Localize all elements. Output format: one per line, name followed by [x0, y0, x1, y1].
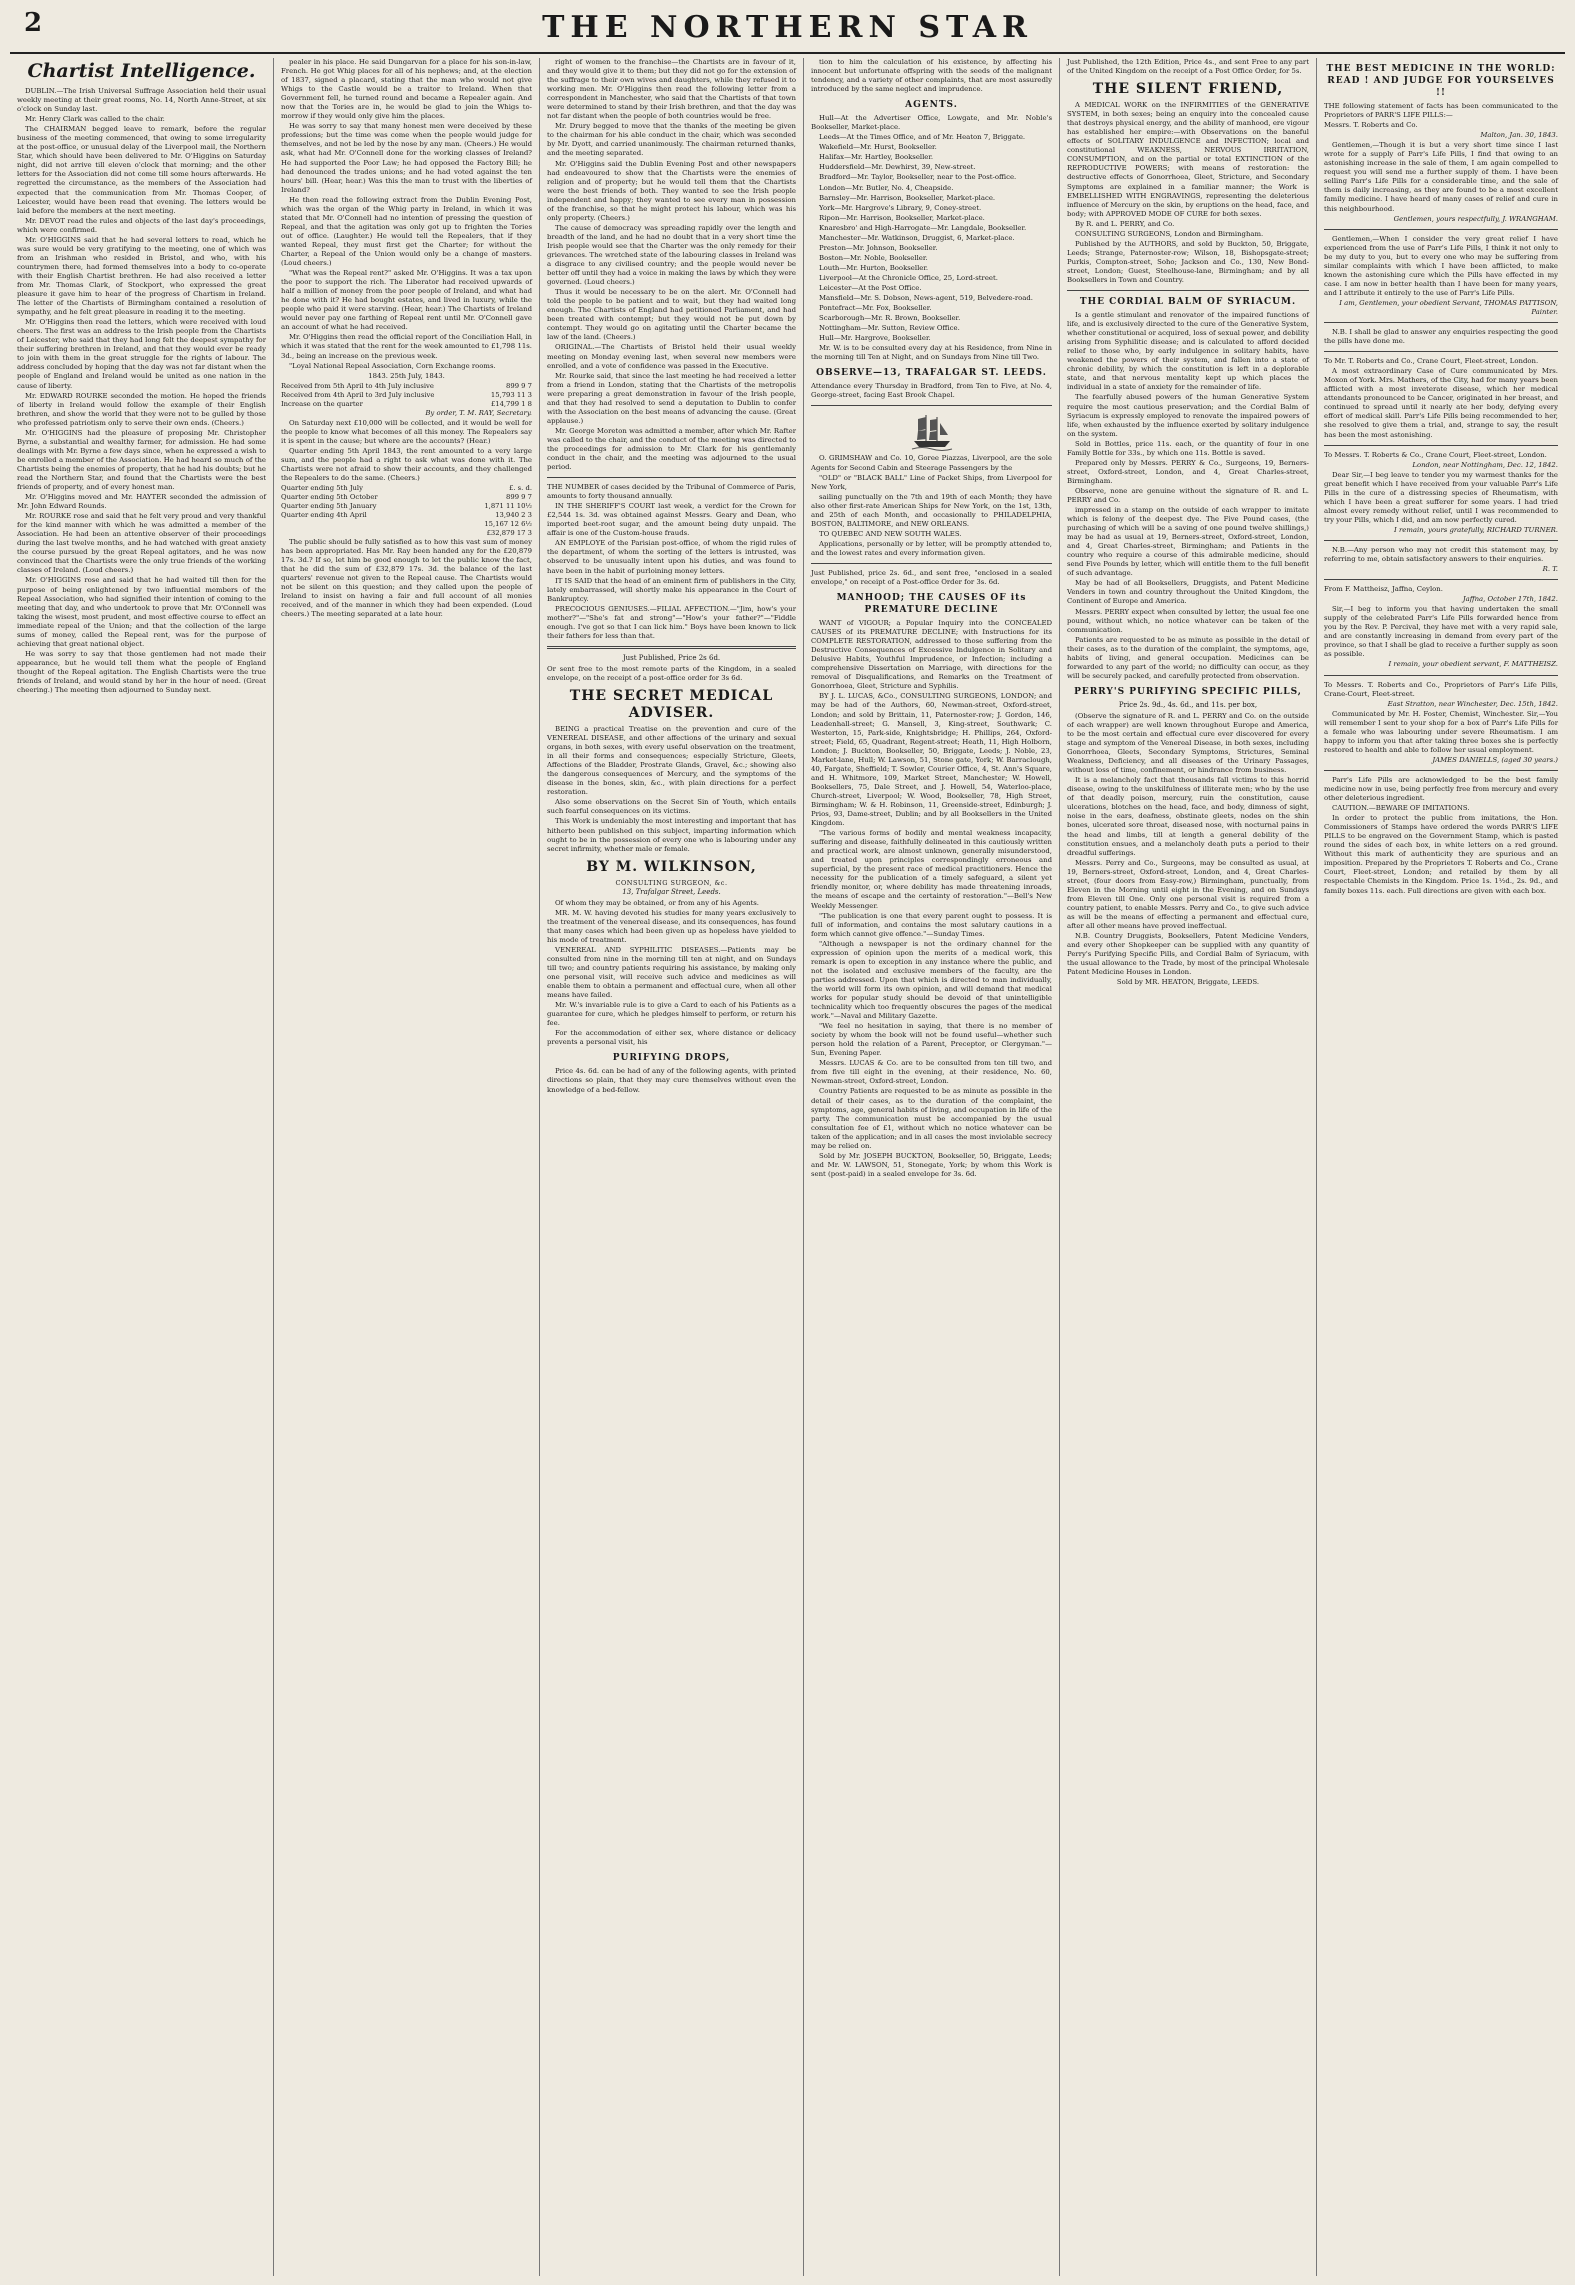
row-amount: 899 9 7	[506, 493, 532, 502]
row-label	[281, 520, 449, 529]
paragraph: For the accommodation of either sex, where distance or delicacy prevents a personal visit, his	[547, 1029, 796, 1047]
paragraph: (Observe the signature of R. and L. PERRY and Co. on the outside of each wrapper) are well known throughout Europe and America, to be the most certain and effectual cure ever discovered for every stage and symptom of the Venereal Disease, in both sexes, including Gonorrhoea, Gleets, Secondary Symptoms, Strictures, Seminal Weakness, Deficiency, and all diseases of the Urinary Passages, without loss of time, confinement, or hindrance from business.	[1067, 711, 1309, 775]
paragraph: "The various forms of bodily and mental weakness incapacity, suffering and disease, faithfully delineated in this cautiously written and practical work, are almost unknown, generally misunderstood, and treated upon principles correspondingly erroneous and superficial, by the present race of medical practitioners. Hence the necessity for the publication of a timely safeguard, a silent yet friendly monitor, or, where debility has made threatening inroads, the means of escape and the certainty of restoration."—Bell's New Weekly Messenger.	[811, 829, 1052, 910]
paragraph: O. GRIMSHAW and Co. 10, Goree Piazzas, Liverpool, are the sole Agents for Second Cabin and Steerage Passengers by the	[811, 454, 1052, 472]
divider	[1324, 351, 1558, 352]
paragraph: Country Patients are requested to be as minute as possible in the detail of their cases, as to the duration of the complaint, the symptoms, age, general habits of living, and occupation in life of the party. The communication must be accompanied by the usual consultation fee of £1, without which no notice whatever can be taken of the application; and in all cases the most inviolable secrecy may be relied on.	[811, 1087, 1052, 1150]
paragraph: Mansfield—Mr. S. Dobson, News-agent, 519, Belvedere-road.	[819, 294, 1033, 303]
row-amount: 899 9 7	[506, 381, 532, 390]
section-title: Chartist Intelligence.	[27, 60, 256, 82]
row-label: Increase on the quarter	[281, 399, 363, 408]
row-amount: 15,793 11 3	[490, 390, 532, 399]
newspaper-title: THE NORTHERN STAR	[542, 10, 1033, 45]
table-row	[281, 391, 532, 400]
ad-address: 13, Trafalgar Street, Leeds.	[622, 887, 721, 896]
divider	[811, 405, 1052, 406]
column-3	[539, 58, 803, 2276]
paragraph: Parr's Life Pills are acknowledged to be the best family medicine now in use, being perfectly free from mercury and every other deleterious ingredient.	[1324, 775, 1558, 803]
table-row	[281, 382, 532, 391]
ad-body	[547, 725, 796, 854]
letter-body: N.B.—Any person who may not credit this statement may, by referring to me, obtain satisfactory answers to their enquiries.	[1324, 545, 1558, 564]
row-amount: 1,871 11 10½	[484, 502, 532, 511]
col4-body	[811, 58, 1052, 94]
agents-title: AGENTS.	[905, 100, 958, 111]
table-row	[281, 520, 532, 529]
paragraph: "Although a newspaper is not the ordinary channel for the expression of opinion upon the merits of a medical work, this remark is open to exception in any instance where the public, and not the isolated and exclusive members of the faculty, are the parties addressed. Upon that which is directed to man individually, the world will form its own opinion, and will demand that medical works for popular study should be devoid of that unintelligible technicality which too frequently obscures the pages of the medical work."—Naval and Military Gazette.	[811, 939, 1052, 1021]
row-label: Quarter ending 5th October	[281, 493, 378, 502]
letter-recipient: To Messrs. T. Roberts & Co., Crane Court, Fleet-street, London.	[1324, 450, 1547, 459]
paragraph: Pontefract—Mr. Fox, Bookseller.	[819, 304, 932, 313]
divider	[1324, 229, 1558, 230]
paragraph: TO QUEBEC AND NEW SOUTH WALES.	[819, 529, 962, 538]
notice-title: THE NUMBER of cases decided by the Tribunal of Commerce of Paris, amounts to forty thousand annually.	[547, 483, 796, 501]
office-note: Attendance every Thursday in Bradford, from Ten to Five, at No. 4, George-street, facing East Brook Chapel.	[811, 382, 1052, 400]
paragraph: Mr. O'Higgins then read the official report of the Conciliation Hall, in which it was stated that the rent for the week amounted to £1,798 11s. 3d., being an increase on the previous week.	[281, 333, 532, 360]
paragraph: In order to protect the public from imitations, the Hon. Commissioners of Stamps have ordered the words PARR'S LIFE PILLS to be engraved on the Government Stamp, which is pasted round the sides of each box, in white letters on a red ground. Without this mark of authenticity they are spurious and an imposition. Prepared by the Proprietors T. Roberts and Co., Crane Court, Fleet-street, London; and retailed by them by all respectable Chemists in the Kingdom. Price 1s. 1½d., 2s. 9d., and family boxes 11s. each. Full directions are given with each box.	[1324, 814, 1558, 895]
paragraph: IN THE SHERIFF'S COURT last week, a verdict for the Crown for £2,544 1s. 3d. was obtained against Messrs. Geary and Dean, who imported beet-root sugar, and the amount being duty unpaid. The affair is one of the Custom-house frauds.	[547, 502, 796, 538]
paragraph: VENEREAL AND SYPHILITIC DISEASES.—Patients may be consulted from nine in the morning till ten at night, and on Sundays till two; and country patients requiring his assistance, by making only one personal visit, will receive such advice and medicines as will enable them to obtain a permanent and effectual cure, when all other means have failed.	[547, 945, 796, 1000]
paragraph: Louth—Mr. Hurton, Bookseller.	[819, 263, 929, 272]
paragraph: CAUTION.—BEWARE OF IMITATIONS.	[1332, 804, 1470, 813]
letter-body: Dear Sir,—I beg leave to tender you my warmest thanks for the great benefit which I have received from your valuable Parr's Life Pills in the cure of a distressing species of Rheumatism, with which I have been a great sufferer for some years. I had tried almost every remedy without relief, until I was recommended to try your Pills, which I did, and am now perfectly cured.	[1324, 470, 1558, 524]
paragraph: IT IS SAID that the head of an eminent firm of publishers in the City, lately embarrassed, will shortly make his appearance in the Court of Bankruptcy.	[547, 576, 796, 603]
best-medicine-intro: THE following statement of facts has been communicated to the Proprietors of PARR'S LIFE PILLS:—	[1324, 102, 1558, 120]
column-6	[1316, 58, 1565, 2276]
paragraph: DUBLIN.—The Irish Universal Suffrage Association held their usual weekly meeting at their great rooms, No. 14, North Anne-Street, at six o'clock on Sunday last.	[17, 87, 266, 114]
ad-note: Or sent free to the most remote parts of the Kingdom, in a sealed envelope, on the receipt of a post-office order for 3s 6d.	[547, 664, 796, 682]
paragraph: "The publication is one that every parent ought to possess. It is full of information, and contains the most salutary cautions in a form which cannot give offence."—Sunday Times.	[811, 911, 1052, 938]
paragraph: York—Mr. Hargrove's Library, 9, Coney-street.	[819, 203, 982, 212]
page-number: 2	[24, 8, 43, 38]
ad-footer-title: PURIFYING DROPS,	[612, 1053, 731, 1064]
closing-body	[1324, 776, 1558, 896]
letter-signature: R. T.	[1542, 565, 1558, 574]
paragraph: Sold in Bottles, price 11s. each, or the quantity of four in one Family Bottle for 33s., by which one 11s. Bottle is saved.	[1067, 439, 1309, 457]
paragraph: Boston—Mr. Noble, Bookseller.	[819, 253, 928, 262]
agents-list	[811, 114, 1052, 362]
paragraph: CONSULTING SURGEONS, London and Birmingham.	[1075, 229, 1264, 238]
paragraph: N.B. Country Druggists, Booksellers, Patent Medicine Venders, and every other Shopkeeper can be supplied with any quantity of Perry's Purifying Specific Pills, and Cordial Balm of Syriacum, with the usual allowance to the Trade, by most of the principal Wholesale Patent Medicine Houses in London.	[1067, 932, 1309, 977]
col5-footer: Sold by MR. HEATON, Briggate, LEEDS.	[1116, 978, 1260, 987]
quarter-table	[281, 484, 532, 538]
divider	[1324, 540, 1558, 541]
paragraph: Mr. O'Higgins moved and Mr. HAYTER seconded the admission of Mr. John Edward Rounds.	[17, 493, 266, 511]
table-row	[281, 502, 532, 511]
paragraph: right of women to the franchise—the Chartists are in favour of it, and they would give it to them; but they did not go for the extension of the suffrage to their own wives and daughters, while they refused it to working men. Mr. O'Higgins then read the following letter from a correspondent in Manchester, who said that the Chartists of that town were determined to stand by their Irish brethren, and that the day was not far distant when the people of both countries would be free.	[547, 58, 796, 121]
office-title: OBSERVE—13, TRAFALGAR ST. LEEDS.	[816, 368, 1047, 379]
letter-recipient: Messrs. T. Roberts and Co.	[1324, 121, 1418, 130]
paragraph: Published by the AUTHORS, and sold by Buckton, 50, Briggate, Leeds; Strange, Paternoster-row; Wilson, 18, Bishopsgate-street; Purkis, Compton-street, Soho; Jackson and Co., 130, New Bond-street, London; Guest, Steelhouse-lane, Birmingham; and by all Booksellers in Town and Country.	[1067, 239, 1309, 284]
paragraph: Halifax—Mr. Hartley, Bookseller.	[819, 153, 934, 162]
paragraph: "We feel no hesitation in saying, that there is no member of society by whom the book will not be found useful—whether such person hold the relation of a Parent, Preceptor, or Clergyman."—Sun, Evening Paper.	[811, 1022, 1052, 1058]
paragraph: Patients are requested to be as minute as possible in the detail of their cases, as to the duration of the complaint, the symptoms, age, habits of living, and general occupation. Medicines can be forwarded to any part of the world; no difficulty can occur, as they will be securely packed, and carefully protected from observation.	[1067, 635, 1309, 680]
testimonial-letter	[1324, 328, 1558, 352]
ad-name: BY M. WILKINSON,	[586, 858, 757, 875]
testimonial-letter	[1324, 121, 1558, 230]
book-title: MANHOOD; THE CAUSES OF its PREMATURE DECLINE	[836, 593, 1027, 616]
paragraph: sailing punctually on the 7th and 19th of each Month; they have also other first-rate American Ships for New York, on the 1st, 13th, and 25th of each Month, and occasionally to PHILADELPHIA, BOSTON, BALTIMORE, and NEW ORLEANS.	[811, 492, 1052, 528]
paragraph: BY J. L. LUCAS, &Co., CONSULTING SURGEONS, LONDON; and may be had of the Authors, 60, Newman-street, Oxford-street, London; and sold by Brittain, 11, Paternoster-row; J. Gordon, 146, Leadenhall-street; G. Mansell, 3, King-street, Southwark; C. Westerton, 15, Park-side, Knightsbridge; H. Phillips, 264, Oxford-street; Field, 65, Quadrant, Regent-street; Heath, 11, High Holborn, London; J. Buckton, Bookseller, 50, Briggate, Leeds; J. Noble, 23, Market-lane, Hull; W. Lawson, 51, Stone gate, York; W. Barraclough, 40, Fargate, Sheffield; T. Sowler, Courier Office, 4, St. Ann's Square, and H. Whitmore, 109, Market Street, Manchester; W. Howell, Booksellers, 75, Dale Street, and J. Howell, 54, Waterloo-place, Church-street, Liverpool; W. Wood, Bookseller, 78, High Street, Birmingham; W. & H. Robinson, 11, Greenside-street, Edinburgh; J. Prios, 93, Dame-street, Dublin; and by all Booksellers in the United Kingdom.	[811, 692, 1052, 828]
paragraph: Applications, personally or by letter, will be promptly attended to, and the lowest rates and every information given.	[811, 539, 1052, 557]
letter-body: N.B. I shall be glad to answer any enquiries respecting the good the pills have done me.	[1324, 328, 1558, 346]
paragraph: Sold by Mr. JOSEPH BUCKTON, Bookseller, 50, Briggate, Leeds; and Mr. W. LAWSON, 51, Stonegate, York; by whom this Work is sent (post-paid) in a sealed envelope for 3s. 6d.	[811, 1151, 1052, 1178]
paragraph: Wakefield—Mr. Hurst, Bookseller.	[819, 143, 937, 152]
paragraph: Quarter ending 5th April 1843, the rent amounted to a very large sum, and the people had a right to ask what was done with it. The Chartists were not afraid to show their accounts, and they challenged the Repealers to do the same. (Cheers.)	[281, 446, 532, 482]
paragraph: The public should be fully satisfied as to how this vast sum of money has been appropriated. Has Mr. Ray been handed any for the £20,879 17s. 3d.? If so, let him be good enough to let the public know the fact, that he did the sum of £32,879 17s. 3d. the balance of the last quarters' revenue not given to the Repeal cause. The Chartists would not be silent on this question; and they called upon the people of Ireland to insist on having a fair and full account of all monies received, and of the manner in which they had been expended. (Loud cheers.) The meeting separated at a late hour.	[281, 538, 532, 619]
silent-friend-intro: Just Published, the 12th Edition, Price 4s., and sent Free to any part of the United Kingdom on the receipt of a Post Office Order, for 5s.	[1067, 58, 1309, 76]
notices	[547, 502, 796, 641]
row-label: Received from 4th April to 3rd July inclusive	[281, 390, 435, 399]
row-label: Received from 5th April to 4th July inclusive	[281, 381, 434, 390]
col2-body-3	[281, 538, 532, 619]
letter-place-date: East Stratton, near Winchester, Dec. 15th, 1842.	[1387, 699, 1558, 708]
paragraph: AN EMPLOYE of the Parisian post-office, of whom the rigid rules of the department, of whom the sorting of the letters is intrusted, was observed to be unusually intent upon his duties, and was found to have been in the habit of purloining money letters.	[547, 539, 796, 575]
row-amount: £. s. d.	[509, 484, 532, 493]
row-amount: 13,940 2 3	[495, 511, 532, 520]
paragraph: Mr. DEVOT read the rules and objects of the last day's proceedings, which were confirmed.	[17, 216, 266, 234]
paragraph: Hull—At the Advertiser Office, Lowgate, and Mr. Noble's Bookseller, Market-place.	[811, 114, 1052, 132]
paragraph: Mr. O'Higgins said the Dublin Evening Post and other newspapers had endeavoured to show that the Chartists were the enemies of religion and of property; but he would tell them that the Chartists were the best friends of both. They wanted to see the Irish people independent and happy; they wanted to see every man in possession of the franchise, so that he might protect his labour, which was his only property. (Cheers.)	[547, 159, 796, 222]
divider	[1324, 445, 1558, 446]
paragraph: The CHAIRMAN begged leave to remark, before the regular business of the meeting commenced, that owing to some irregularity at the post-office, or unusual delay of the Liverpool mail, the Northern Star, which should have been delivered to Mr. O'Higgins on Saturday night, did not arrive till eleven o'clock that morning; and the other letters for the Association did not come till some hours afterwards. He regretted the circumstance, as the members of the Association had expected that the communication from Mr. Thomas Cooper, of Leicester, would have been read that evening. The letters would be laid before the members at the next meeting.	[17, 125, 266, 215]
paragraph: London—Mr. Butler, No. 4, Cheapside.	[819, 183, 954, 192]
cordial-body	[1067, 311, 1309, 681]
paragraph: Mr. O'HIGGINS rose and said that he had waited till then for the purpose of being enlightened by two influential members of the Repeal Association, who had signified their intention of coming to the meeting that day, and who undertook to prove that Mr. O'Connell was taking the wisest, most prudent, and most effective course to effect an immediate repeal of the Union; and that the collection of the large sums of money, called the Repeal rent, was for the purpose of achieving that great national object.	[17, 576, 266, 648]
paragraph: Mr. Rourke said, that since the last meeting he had received a letter from a friend in London, stating that the Chartists of the metropolis were preparing a great demonstration in favour of the Irish people, and that they had resolved to send a deputation to Dublin to confer with the Association on the best means of advancing the cause. (Great applause.)	[547, 371, 796, 425]
silent-friend-title: THE SILENT FRIEND,	[1092, 81, 1284, 98]
paragraph: May be had of all Booksellers, Druggists, and Patent Medicine Venders in town and country throughout the United Kingdom, the Continent of Europe and America.	[1067, 579, 1309, 606]
letter-body: Communicated by Mr. H. Foster, Chemist, Winchester. Sir,—You will remember I sent to your shop for a box of Parr's Life Pills for a female who was labouring under severe Rheumatism. I am happy to inform you that after taking three boxes she is perfectly restored to health and able to follow her usual employment.	[1324, 709, 1558, 754]
paragraph: On Saturday next £10,000 will be collected, and it would be well for the people to know what becomes of all this money. The Repealers say it is spent in the cause; but where are the accounts? (Hear.)	[281, 418, 532, 445]
pills-price: Price 2s. 9d., 4s. 6d., and 11s. per box,	[1118, 700, 1258, 709]
paragraph: The cause of democracy was spreading rapidly over the length and breadth of the land, and he had no doubt that in a very short time the Irish people would see that the Charter was the only remedy for their grievances. The wretched state of the labouring classes in Ireland was a disgrace to any civilised country; and the people would never be better off until they had a voice in making the laws by which they were governed. (Loud cheers.)	[547, 223, 796, 287]
testimonial-letter	[1324, 357, 1558, 445]
paragraph: BEING a practical Treatise on the prevention and cure of the VENEREAL DISEASE, and other affections of the urinary and sexual organs, in both sexes, with every useful observation on the treatment, in all their forms and consequences; especially Stricture, Gleets, Affections of the Bladder, Prostrate Glands, Gravel, &c.; showing also the dangerous consequences of Mercury, and the symptoms of the disease in the bones, skin, &c., with plain directions for a perfect restoration.	[547, 725, 796, 797]
table-row	[281, 493, 532, 502]
paragraph: He then read the following extract from the Dublin Evening Post, which was the organ of the Whig party in Ireland, in which it was stated that Mr. O'Connell had no intention of pressing the question of Repeal, and that the agitation was only got up to frighten the Tories out of office. (Laughter.) He would tell the Repealers, that if they wanted Repeal, they must first get the Charter; for without the Charter, a Repeal of the Union would only be a change of masters. (Loud cheers.)	[281, 195, 532, 268]
letter-signature: I remain, yours gratefully, RICHARD TURNER.	[1394, 525, 1558, 534]
account-title: 1843. 25th July, 1843.	[368, 371, 445, 380]
paragraph: Mr. O'Higgins then read the letters, which were received with loud cheers. The first was an address to the Irish people from the Chartists of Leicester, who said that they had long felt the deepest sympathy for their suffering brethren in Ireland, and that they would ever be ready to join with them in the great struggle for the rights of labour. The address concluded by hoping that the day was not far distant when the people of England and Ireland would be united as one nation in the cause of liberty.	[17, 318, 266, 390]
columns	[10, 58, 1565, 2276]
row-amount: £14,799 1 8	[490, 399, 532, 408]
rent-account-table	[281, 382, 532, 409]
paragraph: Hull—Mr. Hargrove, Bookseller.	[819, 334, 931, 343]
testimonial-letter	[1324, 451, 1558, 541]
paragraph: Barnsley—Mr. Harrison, Bookseller, Market-place.	[819, 193, 996, 202]
letter-place-date: London, near Nottingham, Dec. 12, 1842.	[1412, 460, 1558, 469]
paragraph: Messrs. PERRY expect when consulted by letter, the usual fee one pound, without which, no notice whatever can be taken of the communication.	[1067, 607, 1309, 634]
paragraph: Mr. Henry Clark was called to the chair.	[25, 115, 165, 124]
ad-profession: CONSULTING SURGEON, &c.	[615, 878, 728, 887]
testimonial-letter	[1324, 681, 1558, 771]
testimonial-letter	[1324, 546, 1558, 580]
pills-title: PERRY'S PURIFYING SPECIFIC PILLS,	[1074, 686, 1302, 697]
ship-body	[811, 454, 1052, 558]
letter-recipient: To Messrs. T. Roberts and Co., Proprietors of Parr's Life Pills, Crane-Court, Fleet-street.	[1324, 680, 1558, 698]
paragraph: Mr. Drury begged to move that the thanks of the meeting be given to the chairman for his able conduct in the chair, which was seconded by Mr. Dyott, and carried unanimously. The chairman returned thanks, and the meeting separated.	[547, 122, 796, 158]
letter-recipient: To Mr. T. Roberts and Co., Crane Court, Fleet-street, London.	[1324, 357, 1539, 366]
paragraph: Prepared only by Messrs. PERRY & Co., Surgeons, 19, Berners-street, Oxford-street, London, and 4, Great Charles-street, Birmingham.	[1067, 458, 1309, 485]
row-amount: 15,167 12 6½	[484, 520, 532, 529]
paragraph: pealer in his place. He said Dungarvan for a place for his son-in-law, French. He got Whig places for all of his nephews; and, at the election of 1837, signed a placard, stating that the man who would not give Whigs to the Castle would be a traitor to Ireland. When that Government fell, he turned round and became a Repealer again. And now that the Tories are in, he would be glad to join the Whigs to-morrow if they would only give him the places.	[281, 58, 532, 121]
best-medicine-title: THE BEST MEDICINE IN THE WORLD: READ ! AND JUDGE FOR YOURSELVES !!	[1326, 64, 1556, 98]
masthead	[10, 0, 1565, 54]
divider	[1324, 322, 1558, 323]
letter-signature: I remain, your obedient servant, F. MATTHEISZ.	[1388, 660, 1558, 669]
column-4	[803, 58, 1059, 2276]
paragraph: Thus it would be necessary to be on the alert. Mr. O'Connell had told the people to be patient and to wait, but they had waited long enough. The Chartists of England had petitioned Parliament, and had been treated with contempt; but they would not be put down by contempt. They would go on agitating until the Charter became the law of the land. (Cheers.)	[547, 288, 796, 342]
paragraph: Messrs. LUCAS & Co. are to be consulted from ten till two, and from five till eight in the evening, at their residence, No. 60, Newman-street, Oxford-street, London.	[811, 1059, 1052, 1086]
letter-body: Gentlemen,—Though it is but a very short time since I last wrote for a supply of Parr's Life Pills, I find that owing to an astonishing increase in the sale of them, I am again compelled to request you will send me a further supply of them. I have been selling Parr's Life Pills for a considerable time, and the sale of them is daily increasing, as they are found to be a most excellent family medicine. I have heard of many cases of relief and cure in this neighbourhood.	[1324, 141, 1558, 213]
book-note: Just Published, price 2s. 6d., and sent free, "enclosed in a sealed envelope," on receipt of a Post-office Order for 3s. 6d.	[811, 568, 1052, 587]
paragraph: Mr. O'HIGGINS said that he had several letters to read, which he was sure would be very gratifying to the meeting, one of which was from an Irishman who resided in Bristol, and who, with his countrymen there, had formed themselves into a body to co-operate with their English Chartist brethren. He had also received a letter from Mr. Thomas Clark, of Stockport, who expressed the great pleasure it gave him to hear of the progress of Chartism in Ireland. The letter of the Chartists of Birmingham contained a resolution of sympathy, and he felt great pleasure in reading it to the meeting.	[17, 235, 266, 317]
paragraph: tion to him the calculation of his existence, by affecting his innocent but unfortunate offspring with the seeds of the malignant tendency, and a variety of other complaints, that are most assuredly introduced by the same neglect and imprudence.	[811, 58, 1052, 94]
cordial-title: THE CORDIAL BALM OF SYRIACUM.	[1079, 297, 1297, 308]
paragraph: MR. M. W. having devoted his studies for many years exclusively to the treatment of the venereal disease, and its consequences, has found that many cases which had been given up as hopeless have yielded to his mode of treatment.	[547, 908, 796, 944]
letter-signature: JAMES DANIELLS, (aged 30 years.)	[1432, 755, 1558, 764]
paragraph: He was sorry to say that many honest men were deceived by these professions; but the time was come when the people would judge for themselves, and not be led by the nose by any man. (Cheers.) He would ask, what had Mr. O'Connell done for the working classes of Ireland? He had supported the Poor Law; he had opposed the Factory Bill; he had denounced the trades unions; and he had voted against the ten hours' bill. (Hear, hear.) Was this the man to trust with the liberties of Ireland?	[281, 122, 532, 194]
col2-body	[281, 58, 532, 371]
row-label: Quarter ending 5th July	[281, 484, 363, 493]
paragraph: Ripon—Mr. Harrison, Bookseller, Market-place.	[819, 213, 985, 222]
paragraph: Liverpool—At the Chronicle Office, 25, Lord-street.	[819, 273, 998, 282]
ad-footer: Price 4s. 6d. can be had of any of the following agents, with printed directions so plain, that they may cure themselves without even the knowledge of a bed-fellow.	[547, 1067, 796, 1094]
paragraph: Knaresbro' and High-Harrogate—Mr. Langdale, Bookseller.	[819, 223, 1027, 232]
paragraph: Bradford—Mr. Taylor, Bookseller, near to the Post-office.	[819, 173, 1017, 182]
sailing-ship-icon	[910, 411, 954, 451]
letter-place-date: Jaffna, October 17th, 1842.	[1462, 595, 1558, 604]
paragraph: ORIGINAL.—The Chartists of Bristol held their usual weekly meeting on Monday evening last, when several new members were enrolled, and a vote of confidence was passed in the Executive.	[547, 343, 796, 370]
paragraph: Leeds—At the Times Office, and of Mr. Heaton 7, Briggate.	[819, 133, 1026, 142]
paragraph: Scarborough—Mr. R. Brown, Bookseller.	[819, 314, 961, 323]
table-row	[281, 400, 532, 409]
row-label: Quarter ending 5th January	[281, 502, 377, 511]
paragraph: He was sorry to say that those gentlemen had not made their appearance, but he would tell them what the people of England thought of the Repeal agitation. The English Chartists were the true friends of Ireland, and would stand by her in the hour of need. (Great cheering.) The meeting then adjourned to Sunday next.	[17, 649, 266, 695]
paragraph: Mr. W.'s invariable rule is to give a Card to each of his Patients as a guarantee for cure, which he pledges himself to perform, or return his fee.	[547, 1001, 796, 1028]
divider	[547, 646, 796, 649]
table-row	[281, 529, 532, 538]
paragraph: WANT of VIGOUR; a Popular Inquiry into the CONCEALED CAUSES of its PREMATURE DECLINE; with Instructions for its COMPLETE RESTORATION, addressed to those suffering from the Destructive Consequences of Excessive Indulgence in Solitary and Delusive Habits, Youthful Imprudence, or Infection; including a comprehensive Dissertation on Marriage, with directions for the removal of Disqualifications, and Remarks on the Treatment of Gonorrhoea, Gleet, Stricture and Syphilis.	[811, 619, 1052, 691]
table-row	[281, 511, 532, 520]
letter-body: Gentlemen,—When I consider the very great relief I have experienced from the use of Parr's Life Pills, I think it not only to be my duty to you, but to every one who may be suffering from similar complaints with which I have been afflicted, to make known the astonishing cure which the Pills have effected in my case. I am now in better health than I have been for many years, and I attribute it entirely to the use of Parr's Life Pills.	[1324, 234, 1558, 297]
table-row	[281, 484, 532, 493]
ad-body-2	[547, 899, 796, 1048]
paragraph: "What was the Repeal rent?" asked Mr. O'Higgins. It was a tax upon the poor to support the rich. The Liberator had received upwards of half a million of money from the poor people of Ireland, and what had he done with it? He had bought estates, and lived in luxury, while the people who paid it were starving. (Hear, hear.) The Chartists of Ireland would never pay one farthing of Repeal rent until Mr. O'Connell gave an account of what he had received.	[281, 269, 532, 332]
paragraph: Mr. ROURKE rose and said that he felt very proud and very thankful for the kind manner with which he was admitted a member of the Association. He had been an attentive observer of their proceedings during the last twelve months, and he had watched with great anxiety the course pursued by the great Repeal agitators, and he was now convinced that the Chartists were the only true friends of the working classes of Ireland. (Loud cheers.)	[17, 512, 266, 575]
paragraph: By R. and L. PERRY, and Co.	[1075, 219, 1175, 228]
paragraph: Of whom they may be obtained, or from any of his Agents.	[555, 898, 759, 907]
paragraph: This Work is undeniably the most interesting and important that has hitherto been published on this subject, imparting information which ought to be in the possession of every one who is labouring under any secret infirmity, whether male or female.	[547, 817, 796, 853]
letter-body: Sir,—I beg to inform you that having undertaken the small supply of the celebrated Parr's Life Pills forwarded hence from you by the Rev. P. Percival, they have met with a very rapid sale, and are constantly increasing in demand from every part of the province, so that I shall be glad to receive a further supply as soon as possible.	[1324, 605, 1558, 659]
testimonial-letter	[1324, 585, 1558, 675]
divider	[1324, 579, 1558, 580]
paragraph: Mr. O'HIGGINS had the pleasure of proposing Mr. Christopher Byrne, a substantial and wealthy farmer, for admission. He had some dealings with Mr. Byrne a few days since, when he expressed a wish to be enrolled a member of the Association. He had heard so much of the Chartists being the enemies of property, that he had his doubts; but he read the Northern Star, and found that the Chartists were the best friends of property, and of every honest man.	[17, 428, 266, 492]
book-body	[811, 619, 1052, 1179]
col3-body	[547, 58, 796, 472]
paragraph: The fearfully abused powers of the human Generative System require the most cautious preservation; and the Cordial Balm of Syriacum is expressly employed to renovate the impaired powers of life, when exhausted by the influence exerted by solitary indulgence on the system.	[1067, 393, 1309, 438]
col2-body-2	[281, 419, 532, 483]
row-label	[281, 529, 449, 538]
paragraph: Mr. EDWARD ROURKE seconded the motion. He hoped the friends of liberty in Ireland would follow the example of their English brethren, and show the world that they were not to be gulled by those who professed patriotism only to serve their own ends. (Cheers.)	[17, 391, 266, 427]
paragraph: impressed in a stamp on the outside of each wrapper to imitate which is felony of the deepest dye. The Five Pound cases, (the purchasing of which will be a saving of one pound twelve shillings,) may be had as usual at 19, Berners-street, Oxford-street, London, and 4, Great Charles-street, Birmingham; and Patients in the country who require a course of this admirable medicine, should send Five Pounds by letter, which will entitle them to the full benefit of such advantage.	[1067, 506, 1309, 578]
letter-recipient: From F. Mattheisz, Jaffna, Ceylon.	[1324, 585, 1443, 594]
pills-body	[1067, 712, 1309, 977]
testimonial-letters	[1324, 121, 1558, 771]
row-label: Quarter ending 4th April	[281, 511, 367, 520]
paragraph: Huddersfield—Mr. Dewhirst, 39, New-street.	[819, 163, 976, 172]
paragraph: Nottingham—Mr. Sutton, Review Office.	[819, 324, 960, 333]
column-1	[10, 58, 273, 2276]
paragraph: "Loyal National Repeal Association, Corn Exchange rooms.	[289, 361, 496, 370]
paragraph: Leicester—At the Post Office.	[819, 283, 922, 292]
divider	[1324, 675, 1558, 676]
divider	[547, 477, 796, 478]
letter-place-date: Malton, Jan. 30, 1843.	[1480, 131, 1558, 140]
letter-signature: Gentlemen, yours respectfully, J. WRANGHAM.	[1393, 214, 1558, 223]
column-5	[1059, 58, 1316, 2276]
paragraph: It is a melancholy fact that thousands fall victims to this horrid disease, owing to the unskilfulness of illiterate men; who by the use of that deadly poison, mercury, ruin the constitution, cause ulcerations, blotches on the head, face, and body, dimness of sight, noise in the ears, deafness, obstinate gleets, nodes on the shin bones, ulcerated sore throat, diseased nose, with nocturnal pains in the head and limbs, till at length a general debility of the constitution ensues, and a melancholy death puts a period to their dreadful sufferings.	[1067, 776, 1309, 857]
column-2	[273, 58, 539, 2276]
testimonial-letter	[1324, 235, 1558, 323]
paragraph: PRECOCIOUS GENIUSES.—FILIAL AFFECTION.—"Jim, how's your mother?"—"She's fat and strong"—"How's your father?"—"Fiddle enough. I've got so that I can lick him." Boys have been known to lick their fathers for less than that.	[547, 604, 796, 640]
letter-signature: I am, Gentlemen, your obedient Servant, THOMAS PATTISON, Painter.	[1339, 298, 1558, 316]
paragraph: Manchester—Mr. Watkinson, Druggist, 6, Market-place.	[819, 233, 1015, 242]
letter-body: A most extraordinary Case of Cure communicated by Mrs. Moxon of York. Mrs. Mathers, of the City, had for many years been afflicted with a most inveterate disease, which her medical attendants pronounced to be Cancer, originated in her breast, and continued to spread until it nearly ate her body, defying every effort of medical skill. Parr's Life Pills being recommended to her, she resolved to give them a trial, and, strange to say, the result has been the most astonishing.	[1324, 367, 1558, 439]
row-amount: £32,879 17 3	[486, 529, 532, 538]
ad-title: THE SECRET MEDICAL ADVISER.	[569, 688, 774, 721]
paragraph: Observe, none are genuine without the signature of R. and L. PERRY and Co.	[1067, 486, 1309, 504]
divider	[811, 563, 1052, 564]
paragraph: A MEDICAL WORK on the INFIRMITIES of the GENERATIVE SYSTEM, in both sexes; being an enquiry into the concealed cause that destroys physical energy, and the ability of manhood, ere vigour has established her empire:—with Observations on the baneful effects of SOLITARY INDULGENCE and INFECTION; local and constitutional WEAKNESS, NERVOUS IRRITATION, CONSUMPTION, and on the partial or total EXTINCTION of the REPRODUCTIVE POWERS; with means of restoration: the destructive effects of Gonorrhoea, Gleet, Stricture, and Secondary Symptoms are explained in a familiar manner; the Work is EMBELLISHED WITH ENGRAVINGS, representing the deleterious influence of Mercury on the skin, by eruptions on the head, face, and body; with APPROVED MODE OF CURE for both sexes.	[1067, 101, 1309, 218]
paragraph: Mr. W. is to be consulted every day at his Residence, from Nine in the morning till Ten at Night, and on Sundays from Nine till Two.	[811, 344, 1052, 362]
paragraph: Preston—Mr. Johnson, Bookseller.	[819, 243, 938, 252]
col5-body	[1067, 101, 1309, 285]
paragraph: Also some observations on the Secret Sin of Youth, which entails such fearful consequences on its victims.	[547, 798, 796, 816]
paragraph: Is a gentle stimulant and renovator of the impaired functions of life, and is exclusively directed to the cure of the Generative System, whether constitutional or acquired, loss of sexual power, and debility arising from Syphilitic disease; and is calculated to afford decided relief to those who, by early indulgence in solitary habits, have weakened the powers of their system, and fallen into a state of chronic debility, by which the constitution is left in a deplorable state, and that nervous mentality kept up which places the individual in a state of anxiety for the remainder of life.	[1067, 311, 1309, 392]
col1-body	[17, 87, 266, 695]
divider	[1324, 770, 1558, 771]
account-signature: By order, T. M. RAY, Secretary.	[425, 408, 532, 417]
divider	[1067, 290, 1309, 291]
paragraph: "OLD" or "BLACK BALL" Line of Packet Ships, from Liverpool for New York,	[811, 473, 1052, 491]
paragraph: Messrs. Perry and Co., Surgeons, may be consulted as usual, at 19, Berners-street, Oxford-street, London, and 4, Great Charles-street, (four doors from Easy-row,) Birmingham, punctually, from Eleven in the Morning until eight in the Evening, and on Sundays from Eleven till One. Only one personal visit is required from a country patient, to enable Messrs. Perry and Co., to give such advice as will be the means of effecting a permanent and effectual cure, after all other means have proved ineffectual.	[1067, 858, 1309, 930]
paragraph: Mr. George Moreton was admitted a member, after which Mr. Rafter was called to the chair, and the conduct of the meeting was directed to the proceedings for admission to Mr. Clark for his gentlemanly conduct in the chair, and the meeting was adjourned to the usual period.	[547, 426, 796, 472]
ad-price: Just Published, Price 2s 6d.	[622, 653, 721, 662]
